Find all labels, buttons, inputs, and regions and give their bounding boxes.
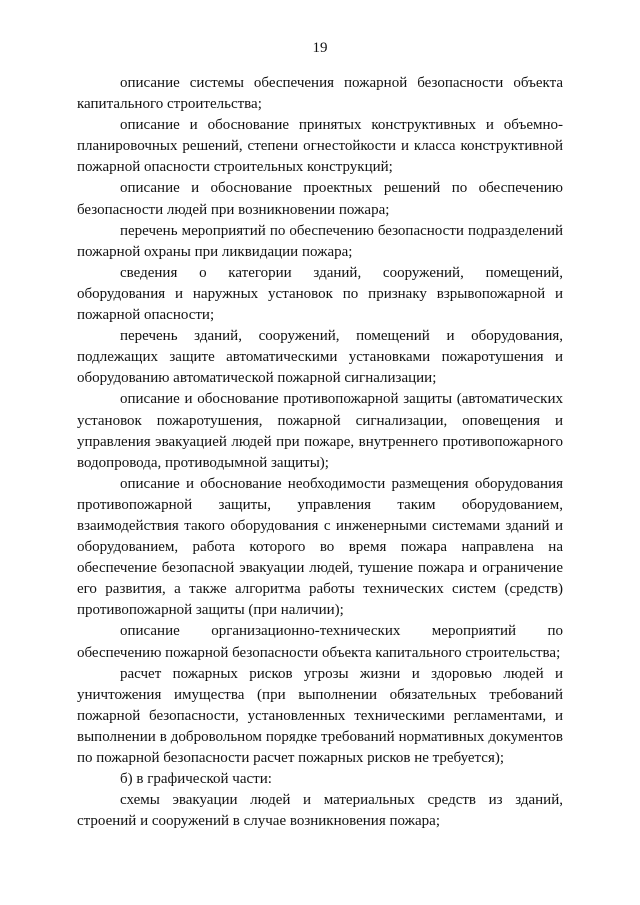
document-body [77, 73, 563, 832]
paragraph: описание организационно-технических мероприятий по обеспечению пожарной безопасности объекта капитального строительства; [77, 623, 563, 661]
section-heading: б) в графической части: [120, 771, 272, 788]
paragraph: сведения о категории зданий, сооружений, помещений, оборудования и наружных установок по признаку взрывопожарной и пожарной опасности; [77, 264, 563, 324]
paragraph: перечень мероприятий по обеспечению безопасности подразделений пожарной охраны при ликвидации пожара; [77, 222, 563, 260]
paragraph: перечень зданий, сооружений, помещений и оборудования, подлежащих защите автоматическими установками пожаротушения и оборудованию автоматической пожарной сигнализации; [77, 328, 563, 387]
paragraph: описание и обоснование проектных решений по обеспечению безопасности людей при возникновении пожара; [77, 180, 563, 218]
page-number: 19 [312, 40, 328, 56]
paragraph: описание и обоснование противопожарной защиты (автоматических установок пожаротушения, пожарной сигнализации, оповещения и управления эвакуацией людей при пожаре, внутреннего противопожарного водопровода, противодымной защиты); [77, 391, 563, 471]
paragraph: описание системы обеспечения пожарной безопасности объекта капитального строительства; [77, 75, 563, 113]
paragraph: схемы эвакуации людей и материальных средств из зданий, строений и сооружений в случае возникновения пожара; [77, 792, 563, 830]
paragraph: расчет пожарных рисков угрозы жизни и здоровью людей и уничтожения имущества (при выполнении обязательных требований пожарной безопасности, установленных техническими регламентами, и выполнении в добровольном порядке требований нормативных документов по пожарной безопасности расчет пожарных рисков не требуется); [77, 665, 563, 766]
paragraph: описание и обоснование принятых конструктивных и объемно-планировочных решений, степени огнестойкости и класса конструктивной пожарной опасности строительных конструкций; [77, 117, 563, 176]
paragraph: описание и обоснование необходимости размещения оборудования противопожарной защиты, управления таким оборудованием, взаимодействия такого оборудования с инженерными системами зданий и оборудованием, работа которого во время пожара направлена на обеспечение безопасной эвакуации людей, тушение пожара и ограничение его развития, а также алгоритма работы технических систем (средств) противопожарной защиты (при наличии); [77, 475, 563, 619]
